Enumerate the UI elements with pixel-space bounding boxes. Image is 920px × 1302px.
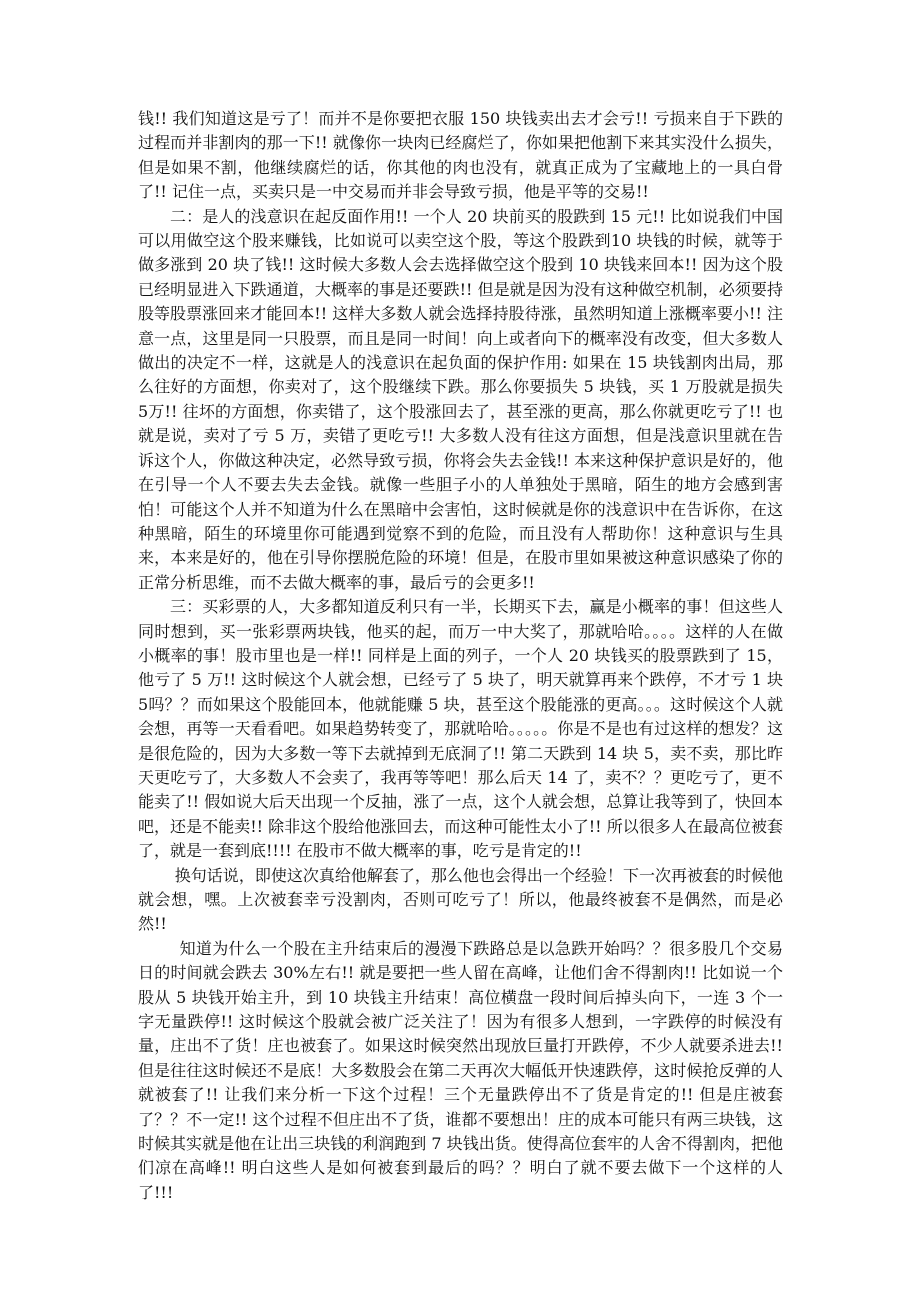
paragraph-5: 知道为什么一个股在主升结束后的漫漫下跌路总是以急跌开始吗？？很多股几个交易日的时间就会跌去 30%左右!! 就是要把一些人留在高峰，让他们舍不得割肉!! 比如说一个股从 5 块钱开始主升，到 10 块钱主升结束！高位横盘一段时间后掉头向下，一连 3 个一字无量跌停!! 这时候这个股就会被广泛关注了！因为有很多人想到，一字跌停的时候没有量，庄出不了货！庄也被套了。如果这时候突然出现放巨量打开跌停，不少人就要杀进去!! 但是往往这时候还不是底！大多数股会在第二天再次大幅低开快速跌停，这时候抢反弹的人就被套了!! 让我们来分析一下这个过程！三个无量跌停出不了货是肯定的!! 但是庄被套了？？不一定!! 这个过程不但庄出不了货，谁都不要想出！庄的成本可能只有两三块钱，这时候其实就是他在让出三块钱的利润跑到 7 块钱出货。使得高位套牢的人舍不得割肉，把他们凉在高峰!! 明白这些人是如何被套到最后的吗？？明白了就不要去做下一个这样的人了!!! <box>138 938 783 1202</box>
document-body <box>138 107 783 1205</box>
paragraph-1: 钱!! 我们知道这是亏了！而并不是你要把衣服 150 块钱卖出去才会亏!! 亏损来自于下跌的过程而并非割肉的那一下!! 就像你一块肉已经腐烂了，你如果把他割下来其实没什么损失，但是如果不割，他继续腐烂的话，你其他的肉也没有，就真正成为了宝藏地上的一具白骨了!! 记住一点，买卖只是一中交易而并非会导致亏损，他是平等的交易!! <box>138 109 783 202</box>
paragraph-4: 换句话说，即使这次真给他解套了，那么他也会得出一个经验！下一次再被套的时候他就会想，嘿。上次被套幸亏没割肉，否则可吃亏了！所以，他最终被套不是偶然，而是必然!! <box>138 865 783 934</box>
paragraph-2: 二：是人的浅意识在起反面作用!! 一个人 20 块前买的股跌到 15 元!! 比如说我们中国可以用做空这个股来赚钱，比如说可以卖空这个股，等这个股跌到10 块钱的时候，就等于做多涨到 20 块了钱!! 这时候大多数人会去选择做空这个股到 10 块钱来回本!! 因为这个股已经明显进入下跌通道，大概率的事是还要跌!! 但是就是因为没有这种做空机制，必须要持股等股票涨回来才能回本!! 这样大多数人就会选择持股待涨，虽然明知道上涨概率要小!! 注意一点，这里是同一只股票，而且是同一时间！向上或者向下的概率没有改变，但大多数人做出的决定不一样，这就是人的浅意识在起负面的保护作用: 如果在 15 块钱割肉出局，那么往好的方面想，你卖对了，这个股继续下跌。那么你要损失 5 块钱，买 1 万股就是损失 5万!! 往坏的方面想，你卖错了，这个股涨回去了，甚至涨的更高，那么你就更吃亏了!! 也就是说，卖对了亏 5 万，卖错了更吃亏!! 大多数人没有往这方面想，但是浅意识里就在告诉这个人，你做这种决定，必然导致亏损，你将会失去金钱!! 本来这种保护意识是好的，他在引导一个人不要去失去金钱。就像一些胆子小的人单独处于黑暗，陌生的地方会感到害怕！可能这个人并不知道为什么在黑暗中会害怕，这时候就是你的浅意识中在告诉你，在这种黑暗，陌生的环境里你可能遇到觉察不到的危险，而且没有人帮助你！这种意识与生具来，本来是好的，他在引导你摆脱危险的环境！但是，在股市里如果被这种意识感染了你的正常分析思维，而不去做大概率的事，最后亏的会更多!! <box>138 206 783 592</box>
paragraph-3: 三：买彩票的人，大多都知道反利只有一半，长期买下去，赢是小概率的事！但这些人同时想到，买一张彩票两块钱，他买的起，而万一中大奖了，那就哈哈。。。。这样的人在做小概率的事！股市里也是一样!! 同样是上面的列子，一个人 20 块钱买的股票跌到了 15，他亏了 5 万!! 这时候这个人就会想，已经亏了 5 块了，明天就算再来个跌停，不才亏 1 块 5吗？？而如果这个股能回本，他就能赚 5 块，甚至这个股能涨的更高。。。这时候这个人就会想，再等一天看看吧。如果趋势转变了，那就哈哈。。。。。你是不是也有过这样的想发？这是很危险的，因为大多数一等下去就掉到无底洞了!! 第二天跌到 14 块 5，卖不卖，那比昨天更吃亏了，大多数人不会卖了，我再等等吧！那么后天 14 了，卖不？？更吃亏了，更不能卖了!! 假如说大后天出现一个反抽，涨了一点，这个人就会想，总算让我等到了，快回本吧，还是不能卖!! 除非这个股给他涨回去，而这种可能性太小了!! 所以很多人在最高位被套了，就是一套到底!!!! 在股市不做大概率的事，吃亏是肯定的!! <box>138 597 783 861</box>
